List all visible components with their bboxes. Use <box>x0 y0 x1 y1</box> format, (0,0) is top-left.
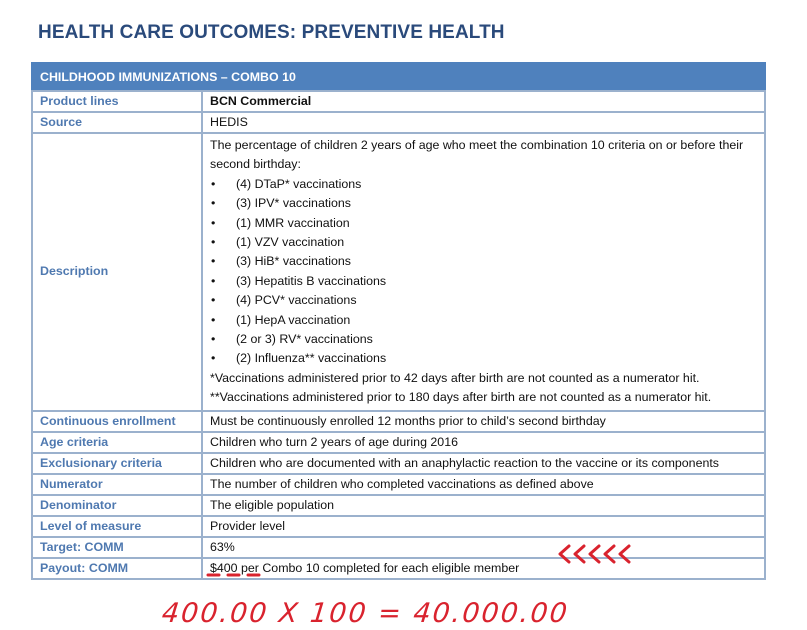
bullet-icon: • <box>211 235 216 250</box>
row-label: Description <box>32 133 202 411</box>
table-row-numerator <box>32 474 765 495</box>
red-dash-underline <box>206 571 262 579</box>
footnote-single-asterisk: *Vaccinations administered prior to 42 days after birth are not counted as a numerator hit. <box>210 370 700 385</box>
bullet-icon: • <box>211 351 216 366</box>
row-label: Numerator <box>32 474 202 495</box>
list-item <box>210 291 757 310</box>
list-item-text: (4) DTaP* vaccinations <box>236 176 362 191</box>
row-value: BCN Commercial <box>202 91 765 112</box>
row-label: Denominator <box>32 495 202 516</box>
description-intro: The percentage of children 2 years of age who meet the combination 10 criteria on or before their second birthday: <box>210 138 744 172</box>
table-row-target <box>32 537 765 558</box>
bullet-icon: • <box>211 196 216 211</box>
table-row-age-criteria <box>32 432 765 453</box>
bullet-icon: • <box>211 254 216 269</box>
row-label: Exclusionary criteria <box>32 453 202 474</box>
list-item <box>210 175 757 194</box>
table-row-source <box>32 112 765 133</box>
list-item <box>210 330 757 349</box>
description-cell <box>202 133 765 411</box>
list-item-text: (3) IPV* vaccinations <box>236 196 352 211</box>
chevron-left-icon <box>605 546 614 562</box>
row-label: Source <box>32 112 202 133</box>
bullet-icon: • <box>211 215 216 230</box>
list-item <box>210 233 757 252</box>
list-item <box>210 349 757 368</box>
row-label: Age criteria <box>32 432 202 453</box>
row-value: Provider level <box>202 516 765 537</box>
row-value: HEDIS <box>202 112 765 133</box>
list-item <box>210 252 757 271</box>
row-value: The number of children who completed vaccinations as defined above <box>202 474 765 495</box>
chevron-left-icon <box>620 546 629 562</box>
row-value: $400 per Combo 10 completed for each eligible member <box>202 558 765 579</box>
table-row-description <box>32 133 765 411</box>
footnote-double-asterisk: **Vaccinations administered prior to 180 days after birth are not counted as a numerator hit. <box>210 390 712 405</box>
list-item <box>210 311 757 330</box>
table-header: CHILDHOOD IMMUNIZATIONS – COMBO 10 <box>32 63 765 91</box>
bullet-icon: • <box>211 273 216 288</box>
row-value: 63% <box>202 537 765 558</box>
row-label: Target: COMM <box>32 537 202 558</box>
row-value: The eligible population <box>202 495 765 516</box>
row-value: Must be continuously enrolled 12 months prior to child’s second birthday <box>202 411 765 432</box>
bullet-icon: • <box>211 176 216 191</box>
row-label: Continuous enrollment <box>32 411 202 432</box>
table-row-level-of-measure <box>32 516 765 537</box>
handwritten-calculation: 400.00 X 100 = 40.000.00 <box>160 598 571 629</box>
row-value: Children who turn 2 years of age during 2016 <box>202 432 765 453</box>
chevron-left-icon <box>560 546 569 562</box>
list-item-text: (1) VZV vaccination <box>236 235 345 250</box>
table-header-row <box>32 63 765 91</box>
row-value: Children who are documented with an anaphylactic reaction to the vaccine or its components <box>202 453 765 474</box>
bullet-icon: • <box>211 293 216 308</box>
table-row-denominator <box>32 495 765 516</box>
list-item-text: (4) PCV* vaccinations <box>236 293 357 308</box>
bullet-icon: • <box>211 332 216 347</box>
vaccination-list <box>210 175 757 369</box>
list-item-text: (3) Hepatitis B vaccinations <box>236 273 387 288</box>
table-row-exclusionary-criteria <box>32 453 765 474</box>
list-item-text: (1) HepA vaccination <box>236 312 351 327</box>
table-row-payout <box>32 558 765 579</box>
row-label: Level of measure <box>32 516 202 537</box>
bullet-icon: • <box>211 312 216 327</box>
chevron-left-icon <box>575 546 584 562</box>
list-item <box>210 194 757 213</box>
page-title: HEALTH CARE OUTCOMES: PREVENTIVE HEALTH <box>38 22 505 43</box>
row-label: Payout: COMM <box>32 558 202 579</box>
red-chevron-arrows-icon <box>557 543 637 565</box>
list-item-text: (1) MMR vaccination <box>236 215 350 230</box>
row-label: Product lines <box>32 91 202 112</box>
measure-table <box>31 62 766 580</box>
chevron-left-icon <box>590 546 599 562</box>
list-item <box>210 272 757 291</box>
list-item-text: (2 or 3) RV* vaccinations <box>236 332 373 347</box>
list-item-text: (3) HiB* vaccinations <box>236 254 352 269</box>
table-row-continuous-enrollment <box>32 411 765 432</box>
table-row-product-lines <box>32 91 765 112</box>
list-item-text: (2) Influenza** vaccinations <box>236 351 387 366</box>
list-item <box>210 214 757 233</box>
